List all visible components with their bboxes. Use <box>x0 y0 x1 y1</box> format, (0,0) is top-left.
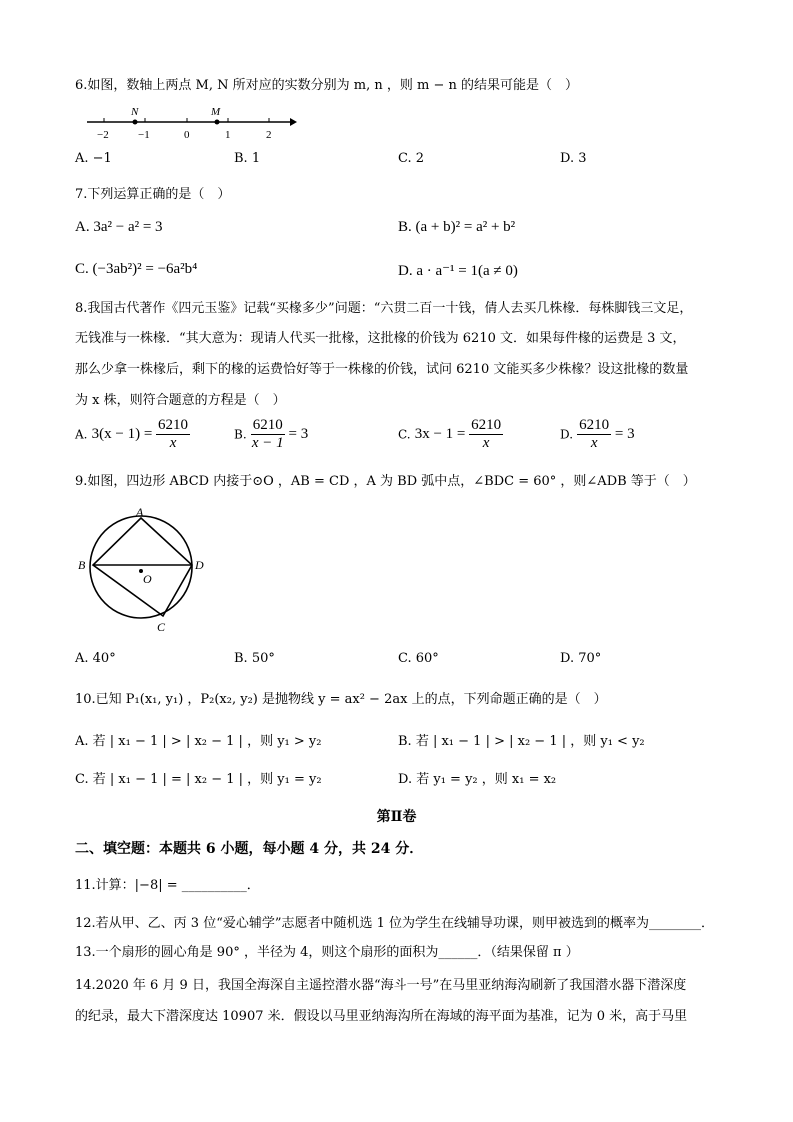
point-n-label: N <box>131 106 139 118</box>
q6-option-c: C. 2 <box>398 151 425 166</box>
number-line-figure <box>85 104 300 144</box>
q9-option-b: B. 50° <box>234 651 275 666</box>
vertex-a-label: A <box>136 505 144 519</box>
q8-option-c: C. 3x − 1 = $\frac{6210}{x}$ <box>398 417 502 451</box>
tick-label: 2 <box>266 129 272 141</box>
q6-stem: 6.如图，数轴上两点 M, N 所对应的实数分别为 m, n ，则 m − n 的结果可能是（ ） <box>75 78 578 93</box>
vertex-b-label: B <box>78 558 86 572</box>
q6-option-d: D. 3 <box>560 151 587 166</box>
q9-stem: 9.如图，四边形 ABCD 内接于⊙O ，AB = CD ，A 为 BD 弧中点，∠BDC = 60° ，则∠ADB 等于（ ） <box>75 474 696 489</box>
q10-option-a: A. 若 | x₁ − 1 | > | x₂ − 1 | ，则 y₁ > y₂ <box>75 734 322 749</box>
q8-line-4: 为 x 株，则符合题意的方程是（ ） <box>75 393 286 408</box>
tick-label: 0 <box>184 129 190 141</box>
q8-line-1: 8.我国古代著作《四元玉鉴》记载“买椽多少”问题：“六贯二百一十钱，倩人去买几株椽．每株脚钱三文足， <box>75 301 693 316</box>
q10-stem: 10.已知 P₁(x₁, y₁) ，P₂(x₂, y₂) 是抛物线 y = ax² − 2ax 上的点，下列命题正确的是（ ） <box>75 692 607 707</box>
q6-option-b: B. 1 <box>234 151 261 166</box>
q8-line-3: 那么少拿一株椽后，剩下的椽的运费恰好等于一株椽的价钱，试问 6210 文能买多少株椽？设这批椽的数量 <box>75 362 689 377</box>
q9-option-a: A. 40° <box>75 651 116 666</box>
q7-stem: 7.下列运算正确的是（ ） <box>75 187 231 202</box>
q11-text: 11.计算：|−8| = __________． <box>75 878 260 893</box>
point-m-label: M <box>211 106 221 118</box>
q14-line-2: 的纪录，最大下潜深度达 10907 米．假设以马里亚纳海沟所在海域的海平面为基准，记为 0 米，高于马里 <box>75 1009 688 1024</box>
q12-text: 12.若从甲、乙、丙 3 位“爱心辅学”志愿者中随机选 1 位为学生在线辅导功课，则甲被选到的概率为________． <box>75 916 715 931</box>
q9-option-c: C. 60° <box>398 651 439 666</box>
q8-option-a: A. 3(x − 1) = $\frac{6210}{x}$ <box>75 417 189 451</box>
q8-option-d: D. $\frac{6210}{x}$ = 3 <box>560 417 635 451</box>
q7-option-d: D. a · a⁻¹ = 1(a ≠ 0) <box>398 263 518 279</box>
vertex-c-label: C <box>157 620 166 634</box>
tick-label: −1 <box>138 129 150 141</box>
part-two-title: 第Ⅱ卷 <box>376 809 417 825</box>
q10-option-b: B. 若 | x₁ − 1 | > | x₂ − 1 | ，则 y₁ < y₂ <box>398 734 645 749</box>
q13-text: 13.一个扇形的圆心角是 90° ，半径为 4，则这个扇形的面积为______．（结果保留 π ） <box>75 945 579 960</box>
q8-line-2: 无钱准与一株椽．“其大意为：现请人代买一批椽，这批椽的价钱为 6210 文．如果每件椽的运费是 3 文， <box>75 331 686 346</box>
center-o-label: O <box>143 572 152 586</box>
q8-option-b: B. $\frac{6210}{x - 1}$ = 3 <box>234 417 309 451</box>
tick-label: 1 <box>225 129 231 141</box>
q9-option-d: D. 70° <box>560 651 602 666</box>
q7-option-a: A. 3a² − a² = 3 <box>75 219 163 235</box>
q10-option-d: D. 若 y₁ = y₂ ，则 x₁ = x₂ <box>398 772 557 787</box>
q7-option-b: B. (a + b)² = a² + b² <box>398 219 516 235</box>
circle-quadrilateral-figure <box>75 505 215 635</box>
fill-in-section-heading: 二、填空题：本题共 6 小题，每小题 4 分，共 24 分． <box>75 841 424 857</box>
q10-option-c: C. 若 | x₁ − 1 | = | x₂ − 1 | ，则 y₁ = y₂ <box>75 772 322 787</box>
q6-option-a: A. −1 <box>75 151 112 166</box>
vertex-d-label: D <box>195 558 204 572</box>
q7-option-c: C. (−3ab²)² = −6a²b⁴ <box>75 261 198 277</box>
q14-line-1: 14.2020 年 6 月 9 日，我国全海深自主遥控潜水器“海斗一号”在马里亚纳海沟刷新了我国潜水器下潜深度 <box>75 978 687 993</box>
tick-label: −2 <box>97 129 109 141</box>
